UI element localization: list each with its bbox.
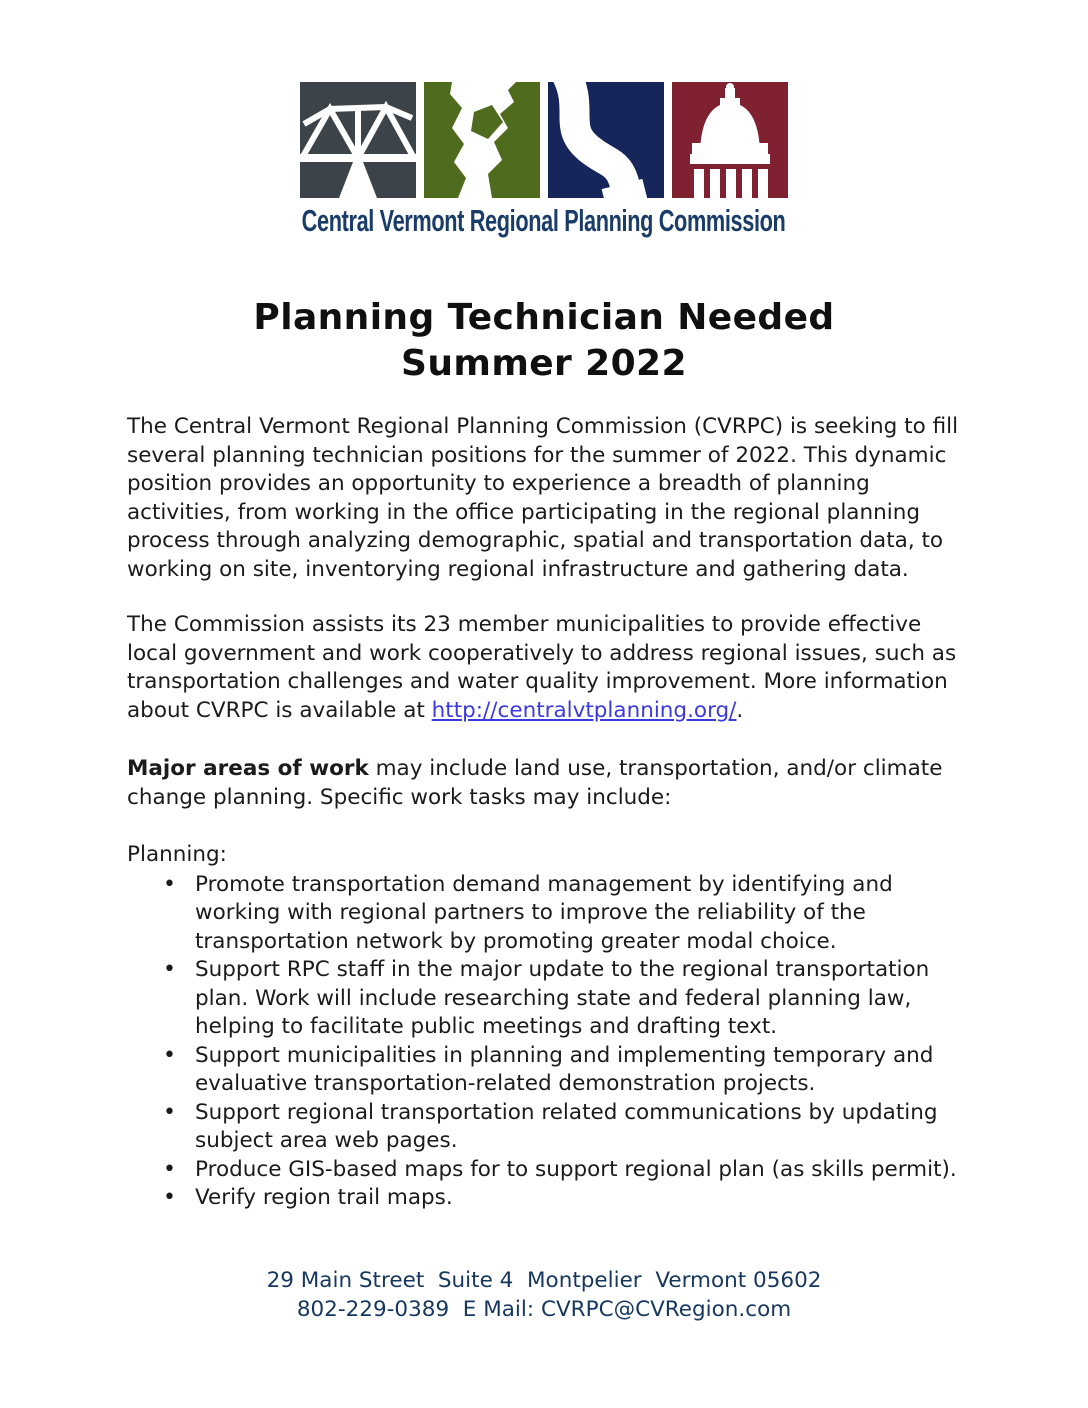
centralvtplanning-link[interactable]: http://centralvtplanning.org/: [431, 697, 737, 723]
footer-contact: 802-229-0389 E Mail: CVRPC@CVRegion.com: [296, 1296, 792, 1322]
task-item: • Support municipalities in planning and implementing temporary and evaluative transportation-related demonstration projects.: [127, 1042, 960, 1099]
document-body: [127, 413, 960, 1213]
major-areas-label: Major areas of work: [127, 756, 369, 781]
intro-paragraph: The Central Vermont Regional Planning Commission (CVRPC) is seeking to fill several planning technician positions for the summer of 2022. This dynamic position provides an opportunity to experience a breadth of planning activities, from working in the office participating in the regional planning process through analyzing demographic, spatial and transportation data, to working on site, inventorying regional infrastructure and gathering data.: [127, 414, 959, 582]
task-item: • Verify region trail maps.: [127, 1184, 960, 1213]
major-areas-paragraph: [127, 755, 960, 812]
planning-heading: Planning:: [127, 842, 227, 867]
vermont-map-icon: [424, 82, 540, 198]
page-title-line1: Planning Technician Needed: [253, 297, 835, 338]
commission-text: The Commission assists its 23 member municipalities to provide effective local government and work cooperatively to address regional issues, such as transportation challenges and water quality improvement. More information about CVRPC is available at: [127, 612, 957, 723]
cvrpc-logo: [0, 0, 1088, 238]
planning-task-list: [127, 871, 960, 1213]
page-title: [0, 295, 1088, 387]
winding-river-icon: [548, 82, 664, 198]
task-item: • Promote transportation demand management by identifying and working with regional partners to improve the reliability of the transportation network by promoting greater modal choice.: [127, 871, 960, 957]
page-title-line2: Summer 2022: [401, 343, 687, 384]
task-item: • Produce GIS-based maps for to support regional plan (as skills permit).: [127, 1156, 960, 1185]
logo-panels: [0, 82, 1088, 198]
footer: [0, 1266, 1088, 1324]
logo-caption: Central Vermont Regional Planning Commission: [302, 203, 786, 238]
commission-text-end: .: [736, 697, 744, 723]
task-item: • Support regional transportation related communications by updating subject area web pages.: [127, 1099, 960, 1156]
commission-paragraph: [127, 611, 960, 725]
logo-caption-row: [0, 203, 1088, 238]
footer-address: 29 Main Street Suite 4 Montpelier Vermont 05602: [266, 1267, 822, 1293]
task-item: • Support RPC staff in the major update to the regional transportation plan. Work will include researching state and federal planning law, helping to facilitate public meetings and drafting text.: [127, 956, 960, 1042]
capitol-dome-icon: [672, 82, 788, 198]
major-areas-text: may include land use, transportation, and/or climate change planning. Specific work tasks may include:: [127, 756, 943, 810]
bridge-icon: [300, 82, 416, 198]
